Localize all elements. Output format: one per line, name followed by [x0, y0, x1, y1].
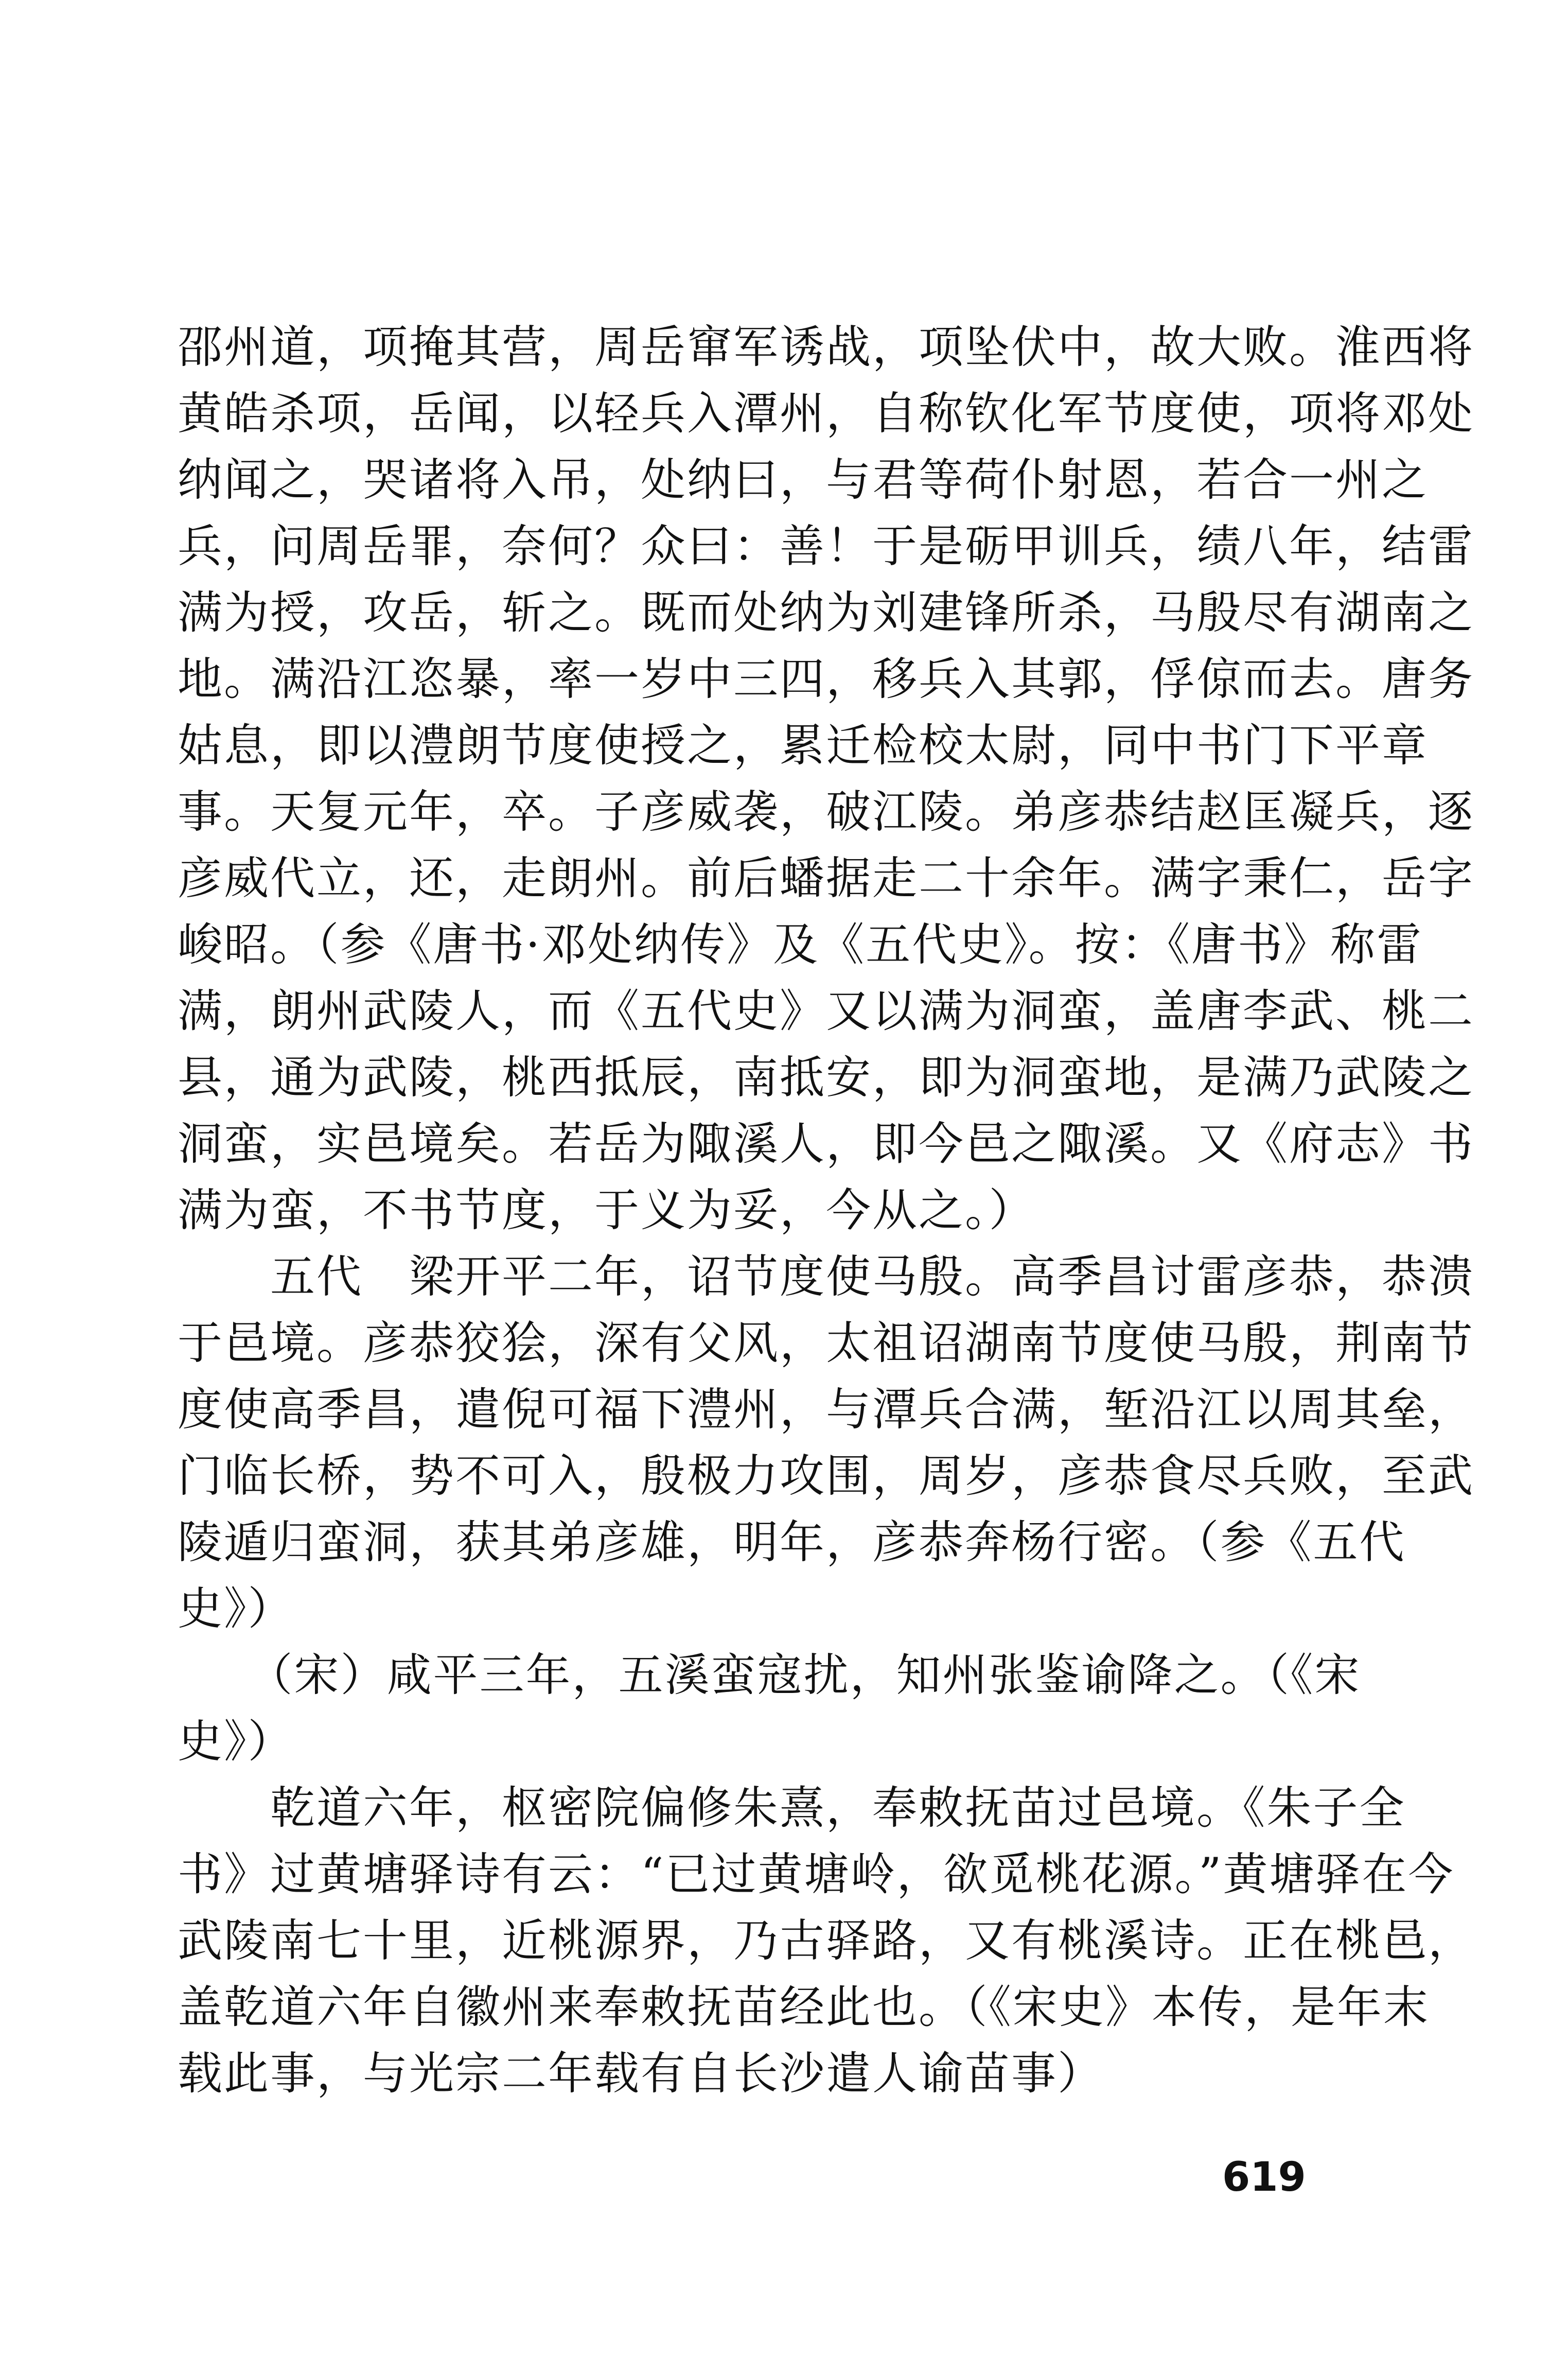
text-line-18: 门临长桥，势不可入，殷极力攻围，周岁，彦恭食尽兵败，至武 — [178, 1450, 1474, 1502]
text-line-22: 史》） — [178, 1715, 294, 1768]
text-line-5: 满为授，攻岳，斩之。既而处纳为刘建锋所杀，马殷尽有湖南之 — [178, 586, 1474, 639]
text-line-3: 纳闻之，哭诸将入吊，处纳曰，与君等荷仆射恩，若合一州之 — [178, 453, 1428, 506]
text-line-19: 陵遁归蛮洞，获其弟彦雄，明年，彦恭奔杨行密。（参《五代 — [178, 1516, 1406, 1568]
text-line-6: 地。满沿江恣暴，率一岁中三四，移兵入其郭，俘倞而去。唐务 — [178, 653, 1474, 705]
text-line-25: 武陵南七十里，近桃源界，乃古驿路，又有桃溪诗。正在桃邑， — [178, 1914, 1474, 1967]
text-line-14: 满为蛮，不书节度，于义为妥，今从之。） — [178, 1184, 1035, 1236]
page-number: 619 — [1222, 2154, 1306, 2201]
text-line-23: 乾道六年，枢密院偏修朱熹，奉敕抚苗过邑境。《朱子全 — [178, 1782, 1406, 1834]
text-line-4: 兵，问周岳罪，奈何？众曰：善！于是砺甲训兵，绩八年，结雷 — [178, 520, 1474, 572]
text-line-11: 满，朗州武陵人，而《五代史》又以满为洞蛮，盖唐李武、桃二 — [178, 985, 1474, 1037]
text-line-26: 盖乾道六年自徽州来奉敕抚苗经此也。（《宋史》本传，是年末 — [178, 1981, 1430, 2033]
text-line-10: 峻昭。（参《唐书·邓处纳传》及《五代史》。按：《唐书》称雷 — [178, 918, 1423, 971]
text-line-16: 于邑境。彦恭狡狯，深有父风，太祖诏湖南节度使马殷，荆南节 — [178, 1317, 1474, 1369]
text-line-2: 黄皓杀项，岳闻，以轻兵入潭州，自称钦化军节度使，项将邓处 — [178, 387, 1474, 440]
body-text — [178, 314, 1474, 2107]
text-line-20: 史》） — [178, 1582, 294, 1635]
text-line-21: （宋）咸平三年，五溪蛮寇扰，知州张鉴谕降之。（《宋 — [178, 1649, 1361, 1701]
text-line-7: 姑息，即以澧朗节度使授之，累迁检校太尉，同中书门下平章 — [178, 719, 1428, 772]
text-line-15: 五代 梁开平二年，诏节度使马殷。高季昌讨雷彦恭，恭溃 — [178, 1250, 1474, 1303]
text-line-27: 载此事，与光宗二年载有自长沙遣人谕苗事） — [178, 2047, 1104, 2100]
text-line-8: 事。天复元年，卒。子彦威袭，破江陵。弟彦恭结赵匡凝兵，逐 — [178, 785, 1474, 838]
text-line-9: 彦威代立，还，走朗州。前后蟠据走二十余年。满字秉仁，岳字 — [178, 852, 1474, 904]
text-line-24: 书》过黄塘驿诗有云：“已过黄塘岭，欲觅桃花源。”黄塘驿在今 — [178, 1848, 1455, 1900]
text-line-12: 县，通为武陵，桃西抵辰，南抵安，即为洞蛮地，是满乃武陵之 — [178, 1051, 1474, 1104]
text-line-1: 邵州道，项掩其营，周岳窜军诱战，项坠伏中，故大败。淮西将 — [178, 321, 1474, 373]
text-line-17: 度使高季昌，遣倪可福下澧州，与潭兵合满，堑沿江以周其垒， — [178, 1383, 1474, 1436]
text-line-13: 洞蛮，实邑境矣。若岳为陬溪人，即今邑之陬溪。又《府志》书 — [178, 1118, 1474, 1170]
